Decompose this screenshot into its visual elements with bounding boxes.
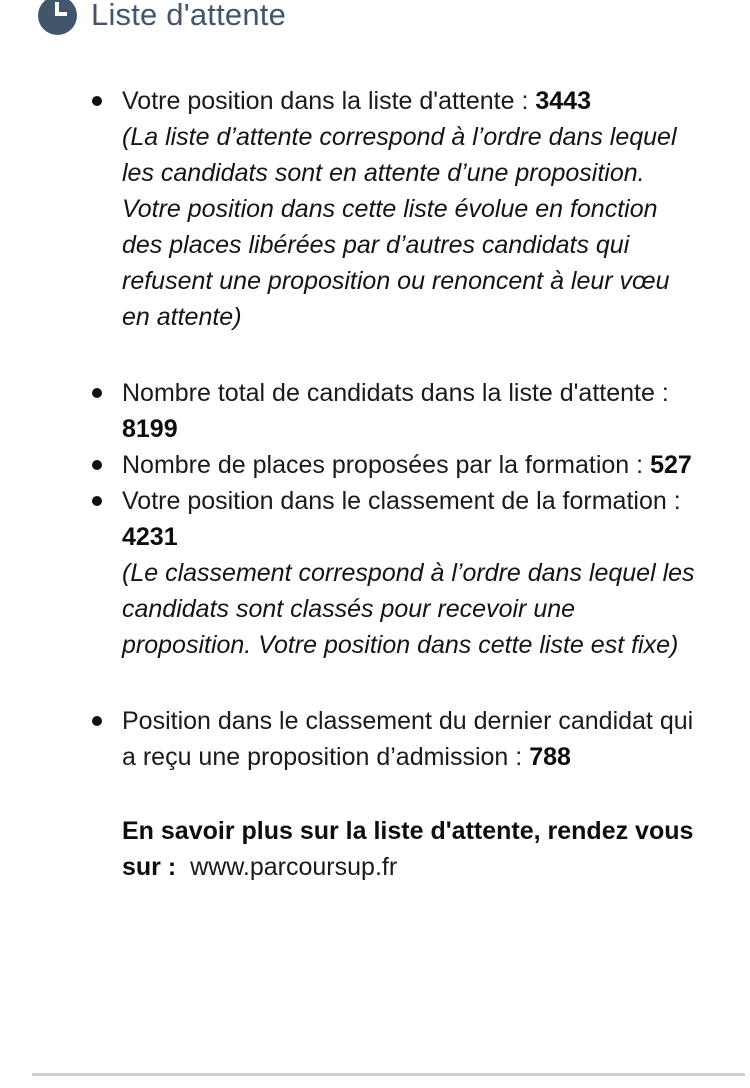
item-note: (La liste d’attente correspond à l’ordre dans lequel les candidats sont en attente d’une proposition. Votre position dans cette liste évolue en fonction des places libérées par d’autres candidats qui refusent une proposition ou renoncent à leur vœu en attente)	[122, 123, 677, 331]
item-note: (Le classement correspond à l’ordre dans lequel les candidats sont classés pour recevoir une proposition. Votre position dans cette liste est fixe)	[122, 559, 695, 659]
bullet-icon	[92, 460, 102, 470]
item-label: Nombre total de candidats dans la liste d'attente :	[122, 379, 669, 407]
clock-icon	[38, 0, 77, 35]
waitlist-info-list	[0, 83, 697, 775]
more-info-label: En savoir plus sur la liste d'attente, rendez vous sur :	[122, 817, 694, 881]
waitlist-header	[38, 0, 750, 39]
item-value: 4231	[122, 523, 178, 551]
list-item	[122, 703, 697, 775]
item-label: Position dans le classement du dernier candidat qui a reçu une proposition d’admission :	[122, 707, 694, 771]
page-title: Liste d'attente	[91, 0, 287, 32]
item-value: 3443	[535, 87, 591, 115]
list-item	[122, 83, 697, 335]
bullet-icon	[92, 496, 102, 506]
parcoursup-url: www.parcoursup.fr	[190, 853, 398, 881]
bottom-divider	[32, 1073, 745, 1076]
item-label: Nombre de places proposées par la formation :	[122, 451, 651, 479]
item-label: Votre position dans la liste d'attente :	[122, 87, 536, 115]
list-item	[122, 483, 697, 663]
list-item	[122, 447, 697, 483]
item-value: 788	[529, 743, 571, 771]
bullet-icon	[92, 388, 102, 398]
list-item	[122, 375, 697, 447]
bullet-icon	[92, 96, 102, 106]
item-label: Votre position dans le classement de la formation :	[122, 487, 681, 515]
bullet-icon	[92, 716, 102, 726]
item-value: 527	[650, 451, 692, 479]
item-value: 8199	[122, 415, 178, 443]
more-info-paragraph	[122, 813, 707, 885]
